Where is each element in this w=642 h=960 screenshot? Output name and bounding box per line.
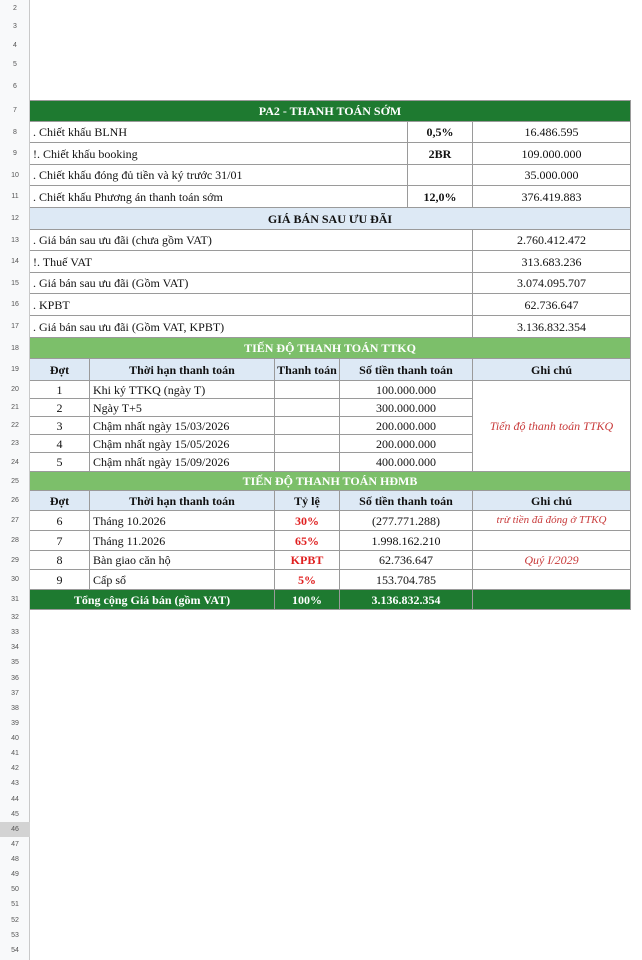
total-rate: 100%: [275, 590, 340, 610]
ttkq-amount: 100.000.000: [340, 381, 473, 399]
hdmb-dot: 7: [30, 531, 90, 551]
discount-label: . Chiết khấu đóng đủ tiền và ký trước 31/01: [30, 165, 408, 186]
row-number[interactable]: 50: [11, 886, 19, 894]
row-number[interactable]: 35: [11, 659, 19, 667]
row-number[interactable]: 20: [11, 386, 19, 393]
hdmb-note: Quý I/2029: [473, 551, 631, 570]
row-number[interactable]: 13: [11, 237, 19, 244]
after-discount-header: GIÁ BÁN SAU ƯU ĐÃI: [30, 208, 631, 230]
ttkq-dot: 5: [30, 453, 90, 472]
price-label: . KPBT: [30, 294, 473, 316]
row-number[interactable]: 2: [13, 5, 17, 12]
price-label: !. Thuế VAT: [30, 251, 473, 273]
row-number[interactable]: 10: [11, 172, 19, 179]
row-number[interactable]: 53: [11, 931, 19, 939]
row-number[interactable]: 37: [11, 689, 19, 697]
price-label: . Giá bán sau ưu đãi (chưa gồm VAT): [30, 230, 473, 251]
hdmb-rate: 30%: [275, 511, 340, 531]
row-number[interactable]: 49: [11, 871, 19, 879]
ttkq-term: Chậm nhất ngày 15/05/2026: [90, 435, 275, 453]
ttkq-pay: [275, 435, 340, 453]
row-number[interactable]: 14: [11, 258, 19, 265]
hdmb-dot: 8: [30, 551, 90, 570]
hdmb-rate: 5%: [275, 570, 340, 590]
row-number[interactable]: 16: [11, 301, 19, 308]
row-number[interactable]: 3: [13, 23, 17, 30]
ttkq-amount: 400.000.000: [340, 453, 473, 472]
ttkq-col-note: Ghi chú: [473, 359, 631, 381]
row-number[interactable]: 6: [13, 83, 17, 90]
row-number[interactable]: 26: [11, 497, 19, 504]
row-number[interactable]: 28: [11, 537, 19, 544]
row-number[interactable]: 51: [11, 901, 19, 909]
ttkq-term: Ngày T+5: [90, 399, 275, 417]
hdmb-amount: 62.736.647: [340, 551, 473, 570]
row-number[interactable]: 45: [11, 810, 19, 818]
row-number[interactable]: 5: [13, 61, 17, 68]
row-number[interactable]: 40: [11, 735, 19, 743]
ttkq-col-pay: Thanh toán: [275, 359, 340, 381]
row-number[interactable]: 31: [11, 596, 19, 603]
total-amount: 3.136.832.354: [340, 590, 473, 610]
row-number[interactable]: 32: [11, 614, 19, 621]
hdmb-dot: 6: [30, 511, 90, 531]
row-number[interactable]: 52: [11, 916, 19, 924]
hdmb-rate: KPBT: [275, 551, 340, 570]
hdmb-col-rate: Tỷ lệ: [275, 491, 340, 511]
hdmb-col-note: Ghi chú: [473, 491, 631, 511]
hdmb-note: [473, 570, 631, 590]
ttkq-dot: 4: [30, 435, 90, 453]
ttkq-header: TIẾN ĐỘ THANH TOÁN TTKQ: [30, 338, 631, 359]
row-number[interactable]: 33: [11, 629, 19, 637]
row-number[interactable]: 15: [11, 280, 19, 287]
row-number[interactable]: 46: [0, 822, 30, 837]
hdmb-note: trừ tiền đã đóng ở TTKQ: [473, 511, 631, 531]
row-number[interactable]: 44: [11, 795, 19, 803]
row-number[interactable]: 36: [11, 674, 19, 682]
hdmb-amount: 1.998.162.210: [340, 531, 473, 551]
row-number[interactable]: 9: [13, 150, 17, 157]
row-number[interactable]: 38: [11, 704, 19, 712]
discount-rate: [408, 165, 473, 186]
row-header-column: [0, 0, 30, 960]
row-number[interactable]: 22: [11, 422, 19, 429]
price-amount: 3.074.095.707: [473, 273, 631, 294]
ttkq-pay: [275, 381, 340, 399]
row-number[interactable]: 4: [13, 42, 17, 49]
ttkq-note: Tiến độ thanh toán TTKQ: [473, 381, 631, 472]
row-number[interactable]: 54: [11, 946, 19, 954]
discount-rate: 2BR: [408, 143, 473, 165]
discount-label: . Chiết khấu Phương án thanh toán sớm: [30, 186, 408, 208]
ttkq-term: Khi ký TTKQ (ngày T): [90, 381, 275, 399]
hdmb-note: [473, 531, 631, 551]
ttkq-dot: 3: [30, 417, 90, 435]
discount-amount: 109.000.000: [473, 143, 631, 165]
ttkq-col-term: Thời hạn thanh toán: [90, 359, 275, 381]
row-number[interactable]: 34: [11, 644, 19, 652]
row-number[interactable]: 41: [11, 750, 19, 758]
total-note: [473, 590, 631, 610]
ttkq-col-dot: Đợt: [30, 359, 90, 381]
ttkq-pay: [275, 417, 340, 435]
hdmb-col-amount: Số tiền thanh toán: [340, 491, 473, 511]
ttkq-amount: 200.000.000: [340, 435, 473, 453]
row-number[interactable]: 19: [11, 366, 19, 373]
row-number[interactable]: 42: [11, 765, 19, 773]
ttkq-amount: 300.000.000: [340, 399, 473, 417]
row-number[interactable]: 21: [11, 404, 19, 411]
row-number[interactable]: 18: [11, 345, 19, 352]
row-number[interactable]: 39: [11, 719, 19, 727]
hdmb-term: Cấp sổ: [90, 570, 275, 590]
ttkq-amount: 200.000.000: [340, 417, 473, 435]
discount-amount: 35.000.000: [473, 165, 631, 186]
ttkq-pay: [275, 453, 340, 472]
hdmb-term: Tháng 11.2026: [90, 531, 275, 551]
hdmb-term: Bàn giao căn hộ: [90, 551, 275, 570]
price-label: . Giá bán sau ưu đãi (Gồm VAT, KPBT): [30, 316, 473, 338]
total-label: Tổng cộng Giá bán (gồm VAT): [30, 590, 275, 610]
price-label: . Giá bán sau ưu đãi (Gồm VAT): [30, 273, 473, 294]
row-number[interactable]: 24: [11, 459, 19, 466]
row-number[interactable]: 8: [13, 129, 17, 136]
ttkq-pay: [275, 399, 340, 417]
price-amount: 2.760.412.472: [473, 230, 631, 251]
price-amount: 3.136.832.354: [473, 316, 631, 338]
discount-rate: 0,5%: [408, 122, 473, 143]
hdmb-col-term: Thời hạn thanh toán: [90, 491, 275, 511]
hdmb-col-dot: Đợt: [30, 491, 90, 511]
hdmb-amount: (277.771.288): [340, 511, 473, 531]
ttkq-term: Chậm nhất ngày 15/09/2026: [90, 453, 275, 472]
discount-label: . Chiết khấu BLNH: [30, 122, 408, 143]
hdmb-header: TIẾN ĐỘ THANH TOÁN HĐMB: [30, 472, 631, 491]
ttkq-dot: 1: [30, 381, 90, 399]
ttkq-col-amount: Số tiền thanh toán: [340, 359, 473, 381]
row-number[interactable]: 7: [13, 107, 17, 114]
discount-rate: 12,0%: [408, 186, 473, 208]
row-number[interactable]: 25: [11, 478, 19, 485]
ttkq-dot: 2: [30, 399, 90, 417]
row-number[interactable]: 30: [11, 576, 19, 583]
row-number[interactable]: 48: [11, 856, 19, 864]
row-number[interactable]: 23: [11, 440, 19, 447]
ttkq-term: Chậm nhất ngày 15/03/2026: [90, 417, 275, 435]
hdmb-rate: 65%: [275, 531, 340, 551]
hdmb-term: Tháng 10.2026: [90, 511, 275, 531]
section-title: PA2 - THANH TOÁN SỚM: [30, 100, 631, 122]
hdmb-amount: 153.704.785: [340, 570, 473, 590]
discount-amount: 376.419.883: [473, 186, 631, 208]
row-number[interactable]: 17: [11, 323, 19, 330]
row-number[interactable]: 43: [11, 780, 19, 788]
row-number[interactable]: 29: [11, 557, 19, 564]
row-number[interactable]: 11: [11, 193, 19, 200]
discount-amount: 16.486.595: [473, 122, 631, 143]
row-number[interactable]: 47: [11, 840, 19, 848]
hdmb-dot: 9: [30, 570, 90, 590]
price-amount: 62.736.647: [473, 294, 631, 316]
row-number[interactable]: 12: [11, 215, 19, 222]
discount-label: !. Chiết khấu booking: [30, 143, 408, 165]
price-amount: 313.683.236: [473, 251, 631, 273]
row-number[interactable]: 27: [11, 517, 19, 524]
